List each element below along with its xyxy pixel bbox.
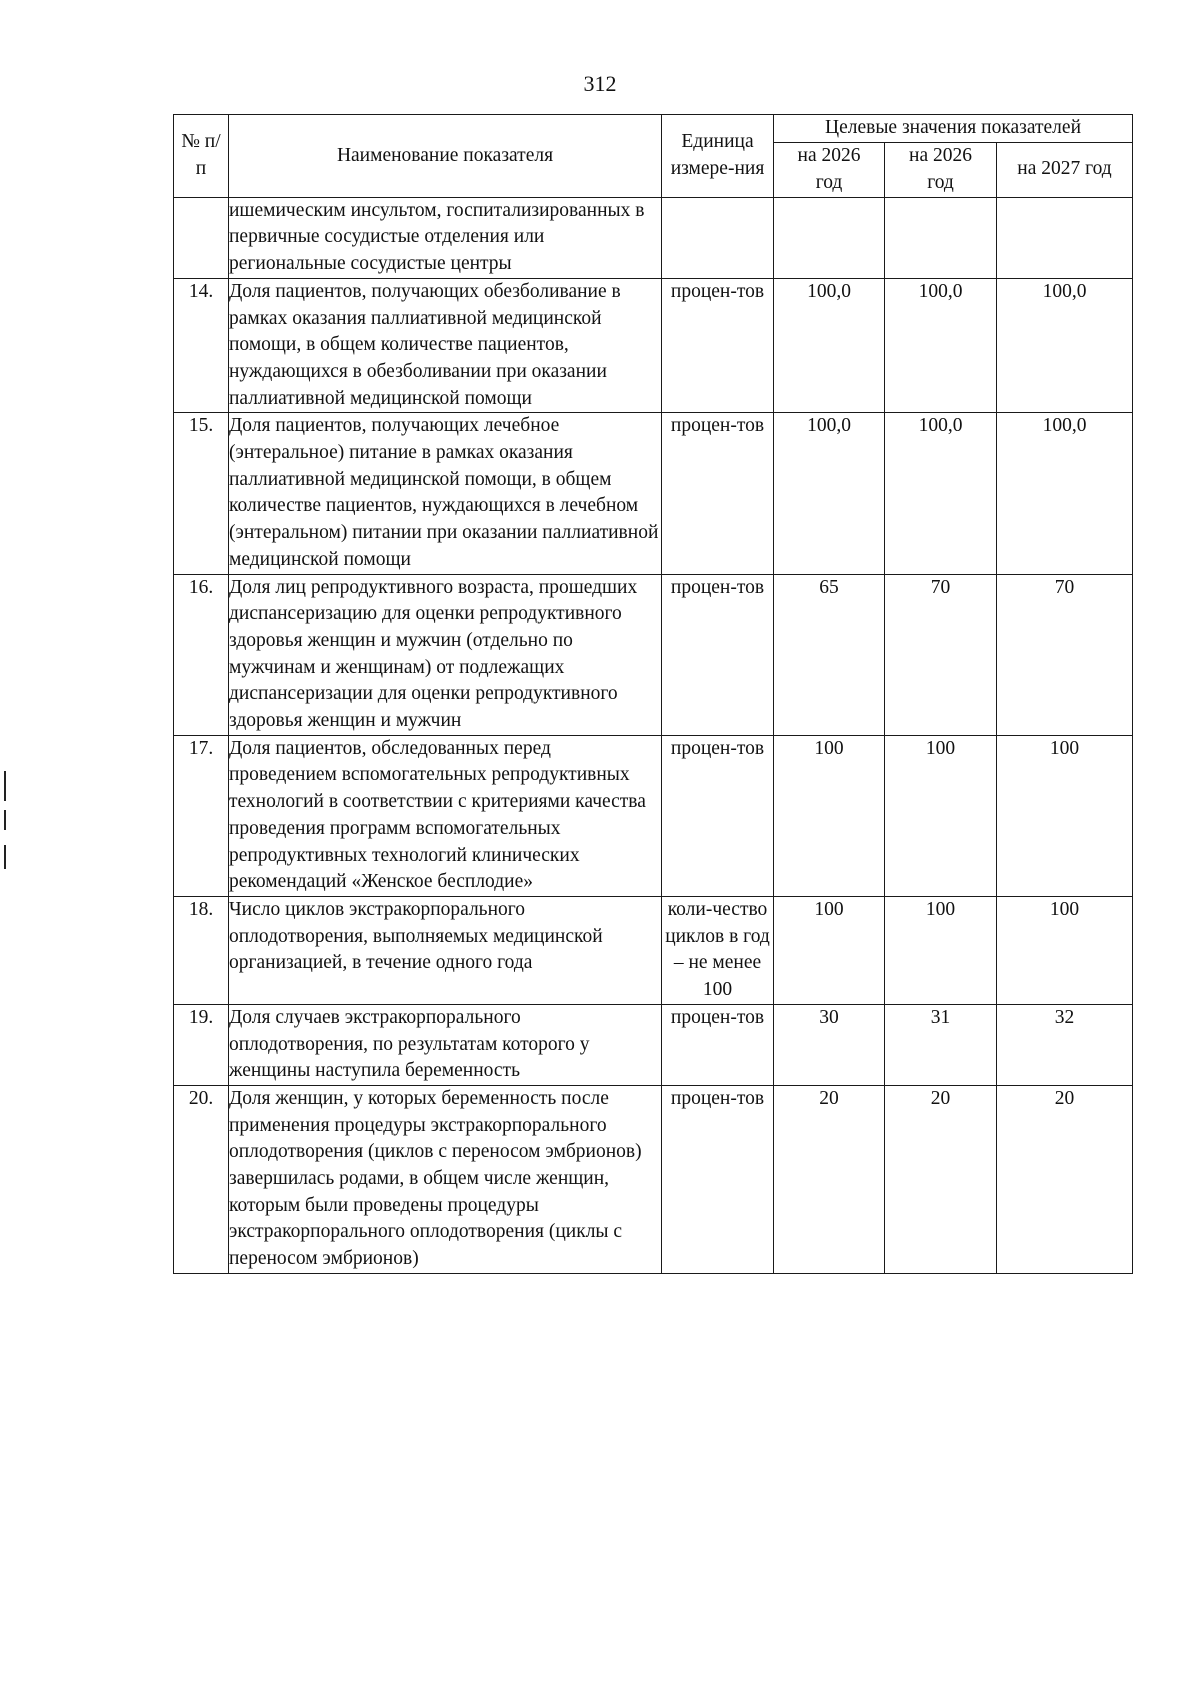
unit [662, 197, 774, 278]
indicator-name: Число циклов экстракорпорального оплодотворения, выполняемых медицинской организацией, в течение одного года [229, 896, 662, 1004]
indicators-table-container [173, 114, 1132, 1274]
margin-scan-mark [4, 771, 6, 801]
table-row [174, 574, 1133, 735]
value-year-1: 100 [774, 896, 885, 1004]
row-number: 18. [174, 896, 229, 1004]
indicators-table [173, 114, 1133, 1274]
table-row [174, 278, 1133, 413]
value-year-3: 20 [997, 1085, 1133, 1273]
indicator-name: Доля женщин, у которых беременность после применения процедуры экстракорпорального оплодотворения (циклов с переносом эмбрионов) завершилась родами, в общем числе женщин, которым были проведены процедуры экстракорпорального оплодотворения (циклы с переносом эмбрионов) [229, 1085, 662, 1273]
value-year-2: 100 [885, 896, 997, 1004]
value-year-1: 20 [774, 1085, 885, 1273]
row-number: 15. [174, 413, 229, 574]
header-indicator-name [229, 115, 662, 198]
value-year-2: 20 [885, 1085, 997, 1273]
indicator-name: Доля пациентов, получающих обезболивание в рамках оказания паллиативной медицинской помощи, в общем количестве пациентов, нуждающихся в обезболивании при оказании паллиативной медицинской помощи [229, 278, 662, 413]
value-year-3: 100 [997, 735, 1133, 896]
header-year-1-label: на 2026 год [797, 145, 861, 193]
value-year-3 [997, 197, 1133, 278]
unit: коли-чество циклов в год – не менее 100 [662, 896, 774, 1004]
value-year-2: 100 [885, 735, 997, 896]
value-year-3: 100,0 [997, 278, 1133, 413]
table-row [174, 735, 1133, 896]
value-year-3: 100 [997, 896, 1133, 1004]
value-year-1 [774, 197, 885, 278]
row-number: 14. [174, 278, 229, 413]
row-number: 20. [174, 1085, 229, 1273]
unit: процен-тов [662, 1004, 774, 1085]
header-unit [662, 115, 774, 198]
indicator-name: Доля пациентов, обследованных перед проведением вспомогательных репродуктивных технологий в соответствии с критериями качества проведения программ вспомогательных репродуктивных технологий клинических рекомендаций «Женское бесплодие» [229, 735, 662, 896]
header-year-2 [885, 142, 997, 197]
header-year-1 [774, 142, 885, 197]
header-number [174, 115, 229, 198]
value-year-1: 100 [774, 735, 885, 896]
value-year-2: 100,0 [885, 278, 997, 413]
header-indicator-name-label: Наименование показателя [336, 144, 554, 166]
value-year-3: 70 [997, 574, 1133, 735]
indicator-name: Доля случаев экстракорпорального оплодотворения, по результатам которого у женщины наступила беременность [229, 1004, 662, 1085]
margin-scan-mark [4, 810, 6, 830]
unit: процен-тов [662, 574, 774, 735]
row-number: 16. [174, 574, 229, 735]
row-number: 17. [174, 735, 229, 896]
table-row [174, 413, 1133, 574]
value-year-1: 65 [774, 574, 885, 735]
page-number: 312 [583, 71, 617, 96]
table-body [174, 197, 1133, 1273]
header-year-2-label: на 2026 год [909, 145, 972, 193]
table-row [174, 1004, 1133, 1085]
header-unit-label: Единица измере-ния [670, 131, 765, 179]
value-year-1: 100,0 [774, 278, 885, 413]
row-number: 19. [174, 1004, 229, 1085]
unit: процен-тов [662, 278, 774, 413]
table-header [174, 115, 1133, 198]
unit: процен-тов [662, 413, 774, 574]
unit: процен-тов [662, 1085, 774, 1273]
value-year-2: 31 [885, 1004, 997, 1085]
table-row [174, 896, 1133, 1004]
header-number-label: № п/п [181, 131, 221, 179]
indicator-name: Доля пациентов, получающих лечебное (энтеральное) питание в рамках оказания паллиативной медицинской помощи, в общем количестве пациентов, нуждающихся в лечебном (энтеральном) питании при оказании паллиативной медицинской помощи [229, 413, 662, 574]
unit: процен-тов [662, 735, 774, 896]
indicator-name: Доля лиц репродуктивного возраста, прошедших диспансеризацию для оценки репродуктивного здоровья женщин и мужчин (отдельно по мужчинам и женщинам) от подлежащих диспансеризации для оценки репродуктивного здоровья женщин и мужчин [229, 574, 662, 735]
value-year-1: 30 [774, 1004, 885, 1085]
header-target-values-label: Целевые значения показателей [824, 117, 1082, 138]
value-year-3: 100,0 [997, 413, 1133, 574]
header-target-values [774, 115, 1133, 143]
header-year-3 [997, 142, 1133, 197]
margin-scan-mark [4, 845, 6, 869]
value-year-2: 100,0 [885, 413, 997, 574]
row-number [174, 197, 229, 278]
value-year-2: 70 [885, 574, 997, 735]
value-year-3: 32 [997, 1004, 1133, 1085]
indicator-name: ишемическим инсультом, госпитализированных в первичные сосудистые отделения или региональные сосудистые центры [229, 197, 662, 278]
header-year-3-label: на 2027 год [1017, 158, 1112, 180]
value-year-1: 100,0 [774, 413, 885, 574]
table-row [174, 1085, 1133, 1273]
table-row [174, 197, 1133, 278]
value-year-2 [885, 197, 997, 278]
